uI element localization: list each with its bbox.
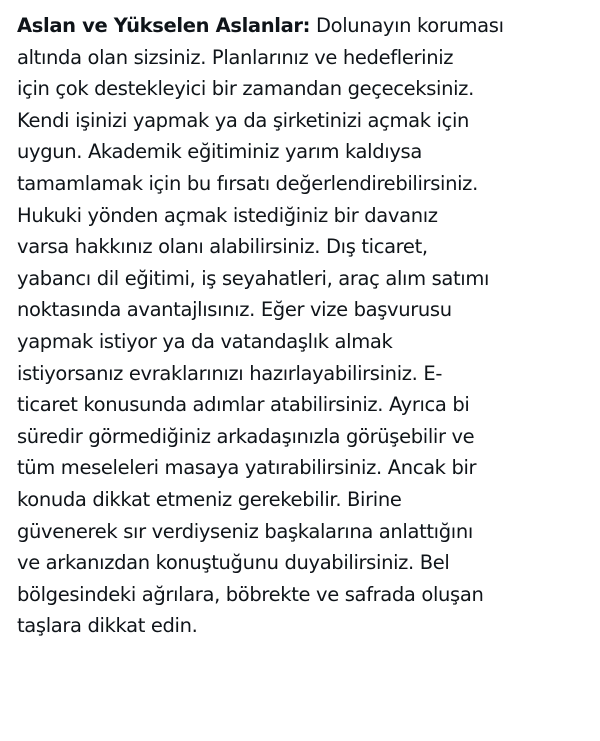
post-line: tüm meseleleri masaya yatırabilirsiniz. Ancak bir (17, 456, 477, 480)
post-line: uygun. Akademik eğitiminiz yarım kaldıysa (17, 140, 422, 164)
post-line: ticaret konusunda adımlar atabilirsiniz. Ayrıca bi (17, 393, 470, 417)
post-line (17, 10, 597, 42)
post-line: istiyorsanız evraklarınızı hazırlayabilirsiniz. E- (17, 361, 443, 385)
post-line: bölgesindeki ağrılara, böbrekte ve safrada oluşan (17, 582, 484, 606)
post-line: taşlara dikkat edin. (17, 614, 198, 638)
post-line: ve arkanızdan konuştuğunu duyabilirsiniz. Bel (17, 551, 450, 575)
post-line: yapmak istiyor ya da vatandaşlık almak (17, 329, 393, 353)
post-text (17, 10, 597, 642)
post-heading: Aslan ve Yükselen Aslanlar: (17, 14, 311, 37)
post-line: güvenerek sır verdiyseniz başkalarına anlattığını (17, 519, 473, 543)
post-line: konuda dikkat etmeniz gerekebilir. Birine (17, 487, 402, 511)
post-line: için çok destekleyici bir zamandan geçeceksiniz. (17, 77, 474, 101)
post-line: noktasında avantajlısınız. Eğer vize başvurusu (17, 298, 452, 322)
post-line: süredir görmediğiniz arkadaşınızla görüşebilir ve (17, 424, 475, 448)
post-line: Hukuki yönden açmak istediğiniz bir davanız (17, 203, 438, 227)
post-line: tamamlamak için bu fırsatı değerlendirebilirsiniz. (17, 171, 478, 195)
post-line: Kendi işinizi yapmak ya da şirketinizi açmak için (17, 108, 470, 132)
post-line: varsa hakkınız olanı alabilirsiniz. Dış ticaret, (17, 235, 428, 259)
post-line: yabancı dil eğitimi, iş seyahatleri, araç alım satımı (17, 266, 490, 290)
post-line-text: Dolunayın koruması (310, 14, 504, 37)
post-line: altında olan sizsiniz. Planlarınız ve hedefleriniz (17, 45, 454, 69)
